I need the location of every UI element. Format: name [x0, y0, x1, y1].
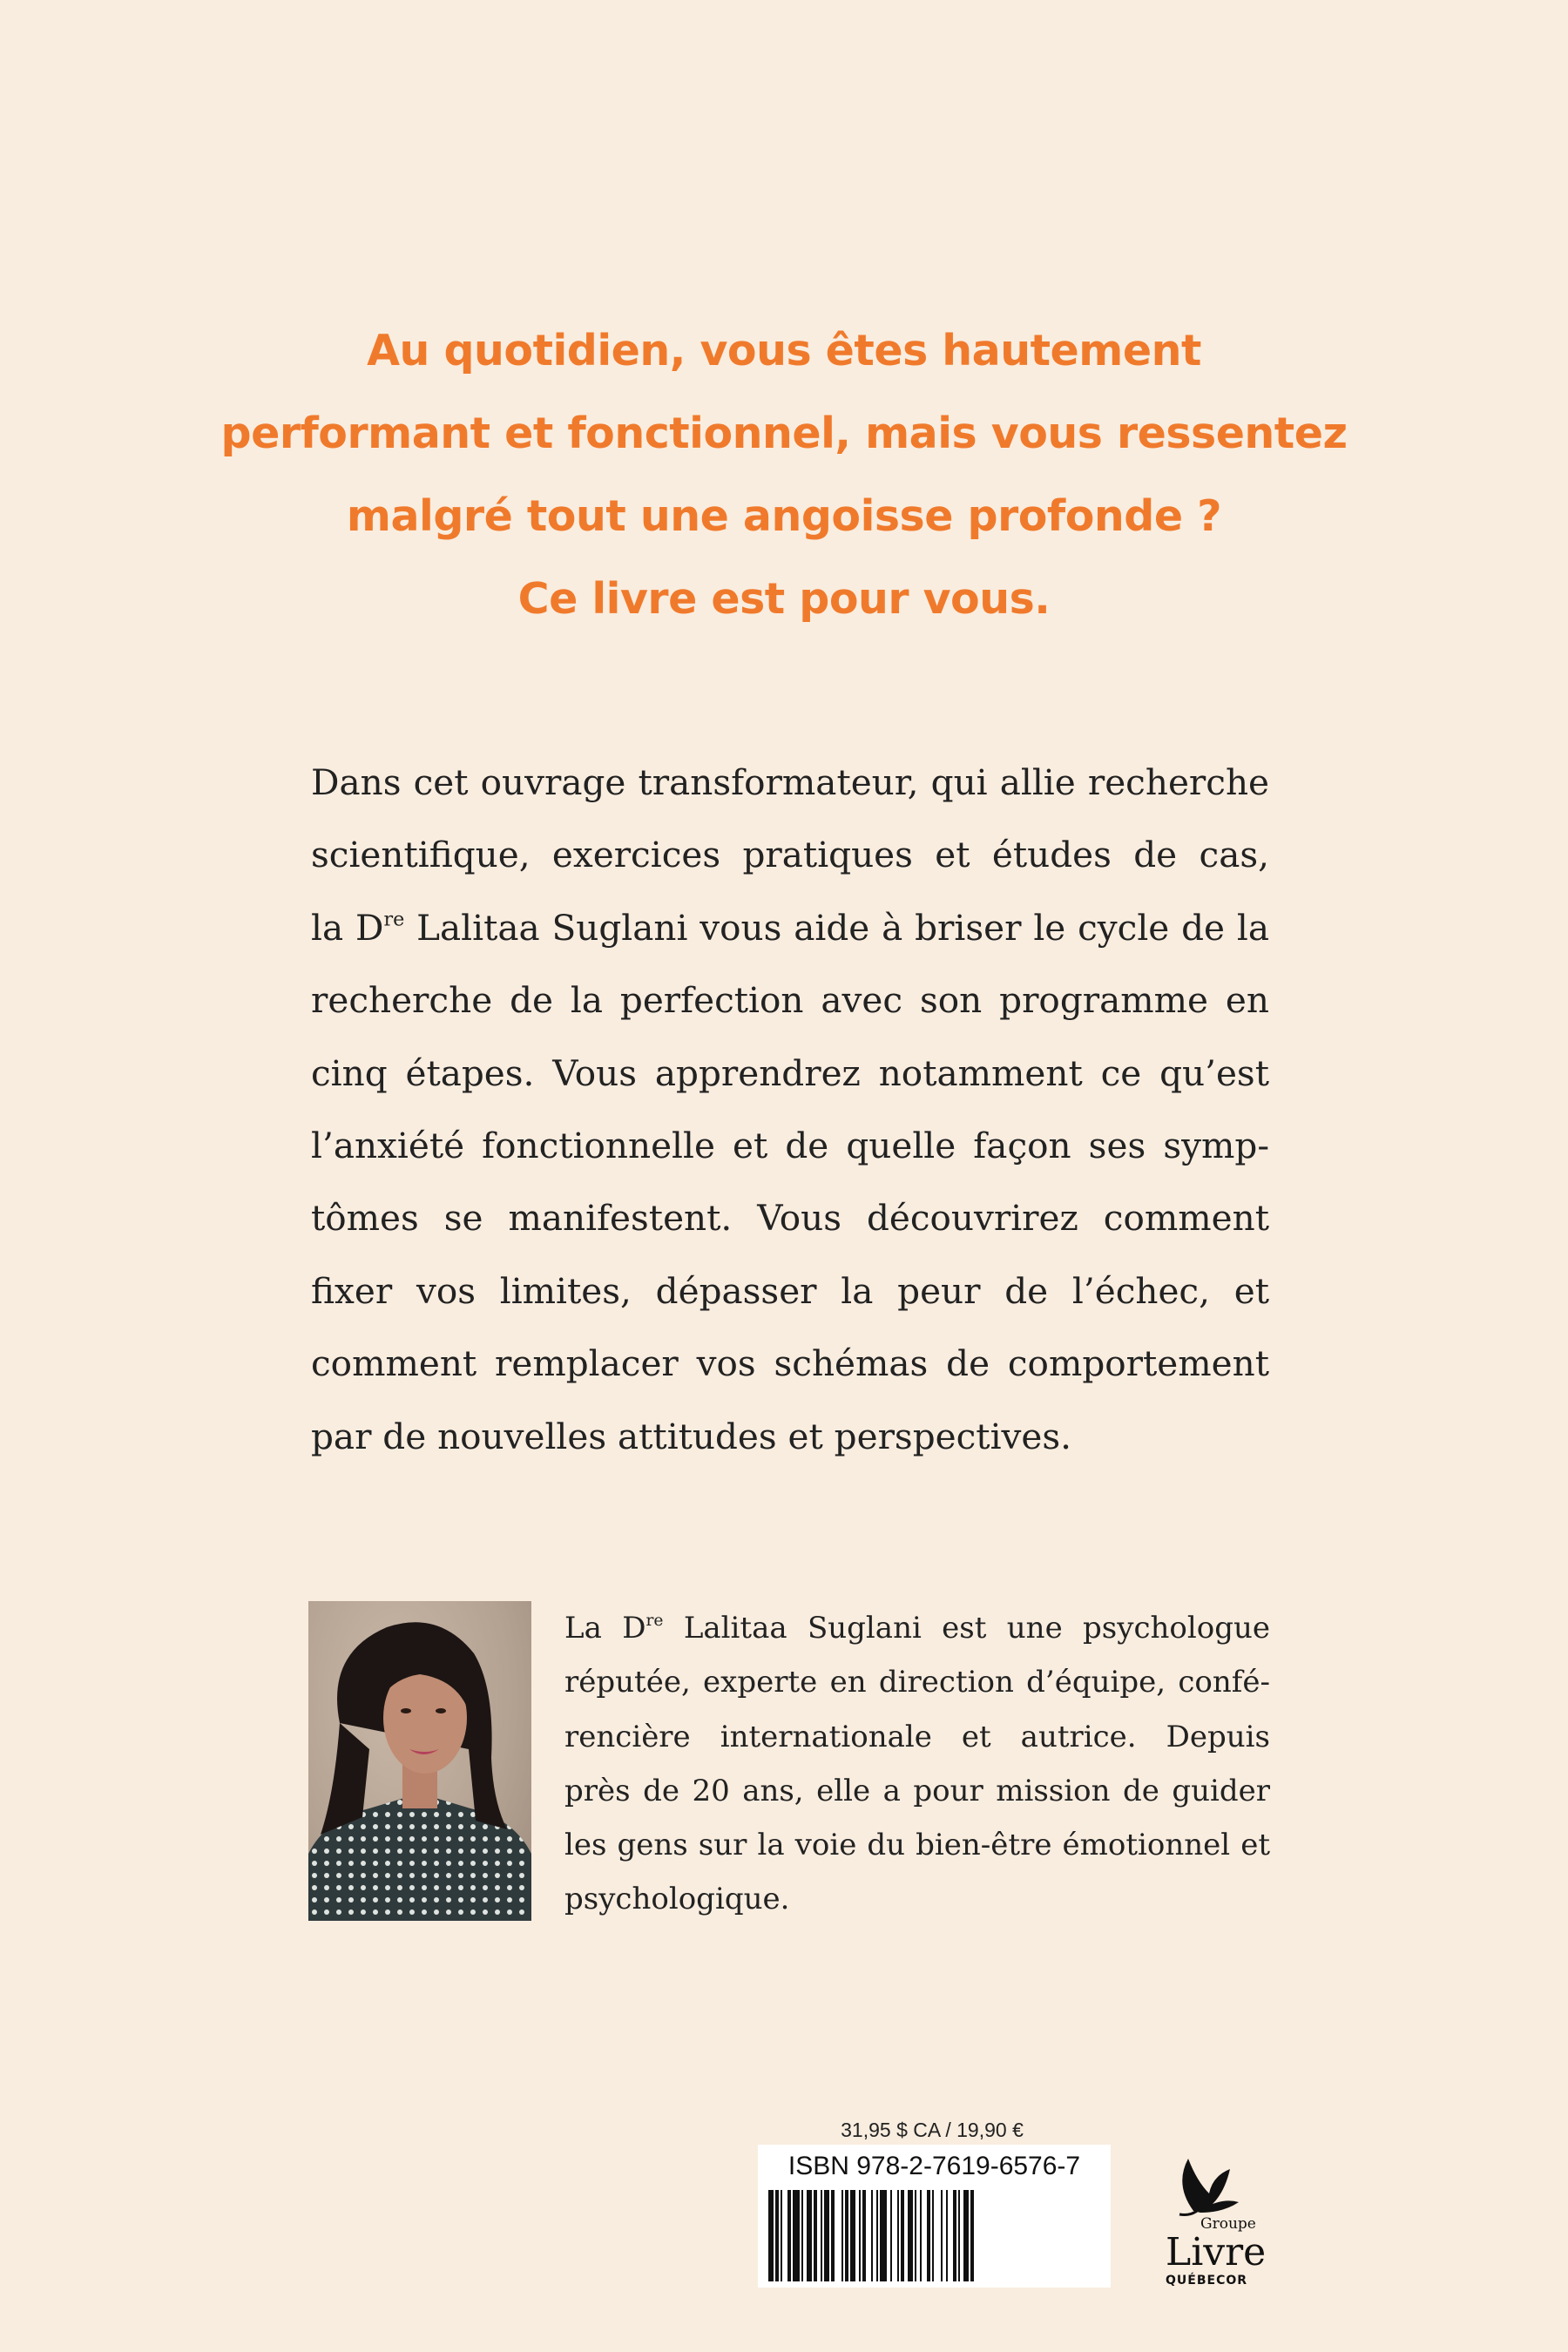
- bio-line: psychologique.: [564, 1882, 790, 1917]
- book-description: [311, 747, 1269, 1473]
- description-line: tômes se manifestent. Vous découvrirez comment: [311, 1197, 1269, 1240]
- publisher-groupe: Groupe: [1200, 2215, 1256, 2233]
- bio-line: rencière internationale et autrice. Depuis: [564, 1719, 1270, 1754]
- description-line: comment remplacer vos schémas de comportement: [311, 1342, 1269, 1385]
- description-line: fixer vos limites, dépasser la peur de l’échec, et: [311, 1269, 1269, 1312]
- publisher-quebecor: QUÉBECOR: [1166, 2274, 1248, 2288]
- bio-line: réputée, experte en direction d’équipe, confé-: [564, 1665, 1270, 1700]
- author-photo: [308, 1601, 531, 1921]
- barcode-block: [758, 2145, 1111, 2288]
- headline-line: performant et fonctionnel, mais vous ressentez: [220, 409, 1348, 458]
- bio-line: près de 20 ans, elle a pour mission de guider: [564, 1773, 1270, 1808]
- publisher-logo: [1139, 2150, 1288, 2289]
- headline-line: Ce livre est pour vous.: [517, 574, 1051, 624]
- bio-line: les gens sur la voie du bien-être émotionnel et: [564, 1828, 1270, 1863]
- publisher-livre: Livre: [1166, 2230, 1267, 2274]
- description-line: l’anxiété fonctionnelle et de quelle façon ses symp-: [311, 1125, 1269, 1167]
- description-line: par de nouvelles attitudes et perspectives.: [311, 1415, 1072, 1457]
- bio-line: La Dre Lalitaa Suglani est une psychologue: [564, 1611, 1270, 1646]
- author-bio: [564, 1601, 1270, 1927]
- description-line: la Dre Lalitaa Suglani vous aide à briser le cycle de la: [311, 906, 1269, 949]
- headline: [174, 309, 1394, 640]
- description-line: Dans cet ouvrage transformateur, qui allie recherche: [311, 761, 1269, 803]
- description-line: cinq étapes. Vous apprendrez notamment ce qu’est: [311, 1051, 1269, 1094]
- price: 31,95 $ CA / 19,90 €: [841, 2119, 1024, 2141]
- headline-line: Au quotidien, vous êtes hautement: [367, 326, 1201, 375]
- headline-line: malgré tout une angoisse profonde ?: [346, 491, 1222, 541]
- butterfly-logo-icon: [1139, 2150, 1288, 2220]
- barcode-icon: [767, 2190, 1102, 2281]
- description-line: recherche de la perfection avec son programme en: [311, 979, 1269, 1022]
- description-line: scientifique, exercices pratiques et études de cas,: [311, 834, 1269, 876]
- isbn: ISBN 978-2-7619-6576-7: [787, 2152, 1081, 2180]
